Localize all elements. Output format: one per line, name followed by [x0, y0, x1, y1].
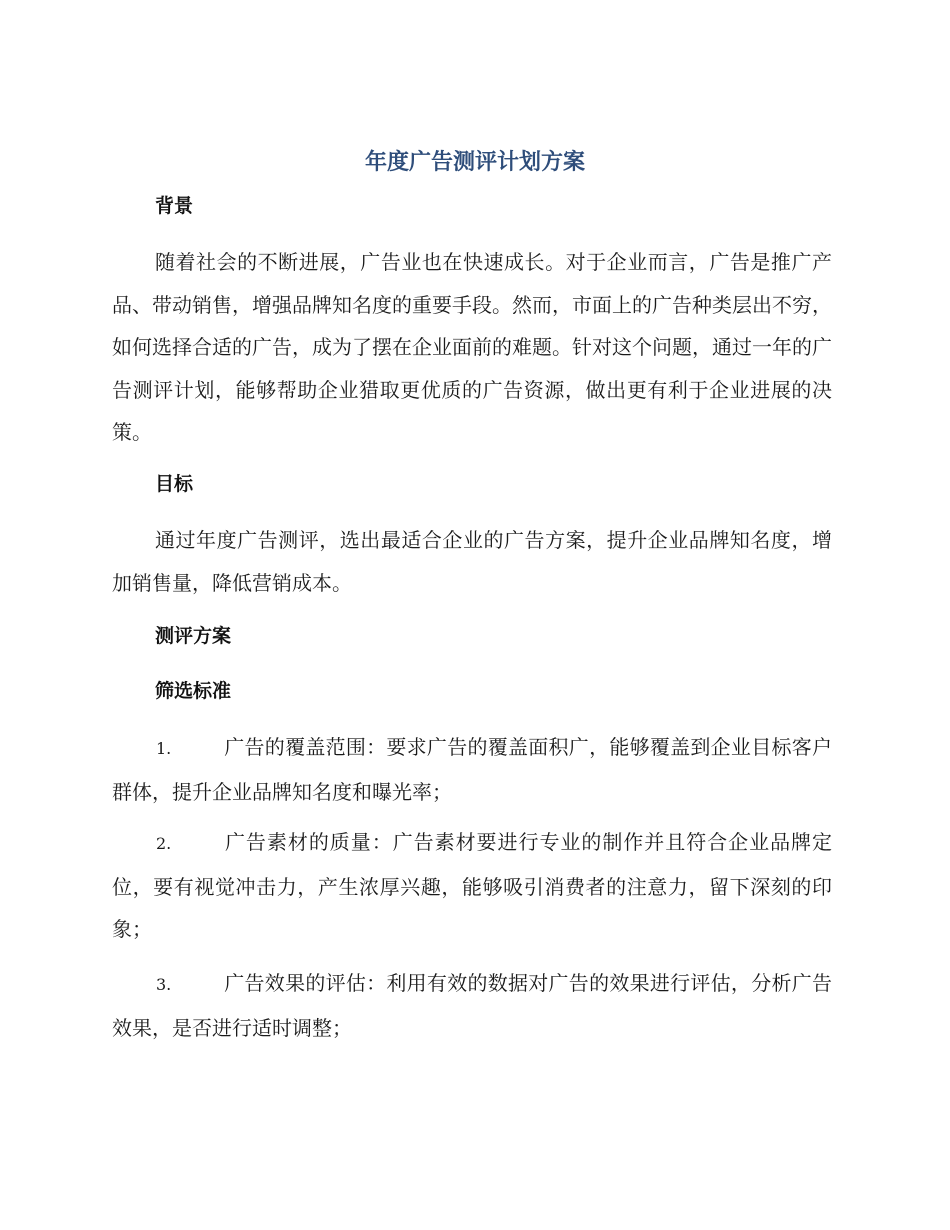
goal-paragraph: 通过年度广告测评，选出最适合企业的广告方案，提升企业品牌知名度，增加销售量，降低营销成本。 — [112, 528, 832, 595]
list-item-number: 2. — [156, 834, 172, 853]
section-heading-background: 背景 — [155, 195, 194, 217]
list-item-number: 3. — [156, 975, 172, 994]
background-paragraph: 随着社会的不断进展，广告业也在快速成长。对于企业而言，广告是推广产品、带动销售，增强品牌知名度的重要手段。然而，市面上的广告种类层出不穷，如何选择合适的广告，成为了摆在企业面前的难题。针对这个问题，通过一年的广告测评计划，能够帮助企业猎取更优质的广告资源，做出更有利于企业进展的决策。 — [112, 250, 832, 444]
document-title: 年度广告测评计划方案 — [364, 150, 585, 175]
list-item — [112, 821, 832, 951]
section-heading-goal: 目标 — [155, 473, 194, 495]
list-item-text: 广告效果的评估：利用有效的数据对广告的效果进行评估，分析广告效果，是否进行适时调整； — [112, 971, 832, 1040]
section-heading-plan: 测评方案 — [155, 625, 232, 647]
section-heading-criteria: 筛选标准 — [155, 680, 232, 702]
list-item — [112, 962, 832, 1049]
list-item-text: 广告的覆盖范围：要求广告的覆盖面积广，能够覆盖到企业目标客户群体，提升企业品牌知名度和曝光率； — [112, 735, 832, 804]
list-item — [112, 726, 832, 813]
list-item-text: 广告素材的质量：广告素材要进行专业的制作并且符合企业品牌定位，要有视觉冲击力，产生浓厚兴趣，能够吸引消费者的注意力，留下深刻的印象； — [112, 830, 832, 941]
list-item-number: 1. — [156, 739, 172, 758]
